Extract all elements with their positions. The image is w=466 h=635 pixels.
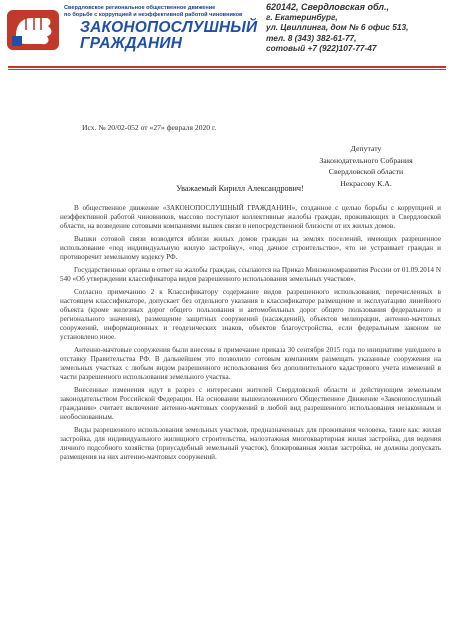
greeting: Уважаемый Кирилл Александрович! [176,184,304,193]
brand-name [80,20,257,52]
header-divider [8,69,446,70]
letterhead [0,0,466,84]
address-line: сотовый +7 (922)107-77-47 [266,42,377,53]
brand-line: ЗАКОНОПОСЛУШНЫЙ [80,19,258,36]
body-paragraph: В общественное движение «ЗАКОНОПОСЛУШНЫЙ ГРАЖДАНИН», созданное с целью борьбы с коррупцией и неэффективной работой чиновников, массово поступают коллективные жалобы граждан, проживающих в Свердловской области, на возведение сотовыми компаниями вышек связи в непосредственной близости от их жилых домов. [60,204,441,231]
brand-line: ГРАЖДАНИН [80,35,183,52]
org-name-line: Свердловское региональное общественное движение [64,5,216,11]
addressee-line: Свердловской области [328,167,404,176]
body-paragraph: Государственные органы в ответ на жалобы граждан, ссылаются на Приказ Минэкономразвития России от 01.09.2014 N 540 «Об утверждении классификатора видов разрешенного использования земельных участков». [60,265,441,283]
addressee-line: Некрасову К.А. [340,178,392,188]
org-name-line: по борьбе с коррупцией и неэффективной работой чиновников [64,11,243,18]
address-line: тел. 8 (343) 382-61-77, [266,32,357,43]
addressee-block [276,143,456,189]
body-paragraph: Вышки сотовой связи возводятся вблизи жилых домов граждан на землях поселений, имеющих разрешенное использование «под индивидуальную жилую застройку», «под дачное строительство», что не устраивает граждан и противоречит земельному кодексу РФ. [60,234,441,262]
address-line: г. Екатеринбург, [266,12,338,23]
organization-full-name [64,5,244,18]
outgoing-reference: Исх. № 20/02-052 от «27» февраля 2020 г. [82,123,217,132]
body-paragraph: Антенно-мачтовые сооружения были внесены в примечание приказа 30 сентября 2015 года по инициативе ушедшего в отставку Правительства РФ. В дальнейшем это позволило сотовым компаниям размещать указанные сооружения на земельных участках с любым видом разрешенного использования без дополнительного кадастрового учета изменений в части разрешенного использования земельного участка. [60,345,441,381]
fist-logo-icon [6,6,60,54]
addressee-line: Депутату [350,144,382,153]
addressee-line: Законодательного Собрания [319,155,413,165]
body-paragraph: Внесенные изменения идут в разрез с интересами жителей Свердловской области и действующим земельным законодательством Российской Федерации. На основании вышеизложенного Общественное Движение «Законопослушный гражданин» считает включение антенно-мачтовых сооружений в любой вид разрешенного использования незаконным и необоснованным. [60,385,441,421]
header-divider [8,66,446,68]
body-paragraph: Согласно примечанию 2 к Классификатору содержание видов разрешенного использования, перечисленных в настоящем классификаторе, допускает без отдельного указания в классификаторе размещение и эксплуатацию линейного объекта (кроме железных дорог общего пользования и автомобильных дорог общего пользования федерального и регионального значения), размещение защитных сооружений (насаждений), объектов мелиорации, антенно-мачтовых сооружений, информационных и геодезических знаков, объектов благоустройства, если федеральным законом не установлено иное. [60,287,441,341]
letter-body [60,204,441,466]
contact-address [266,2,461,53]
body-paragraph: Виды разрешенного использования земельных участков, предназначенных для проживания человека, такие как: жилая застройка, для индивидуального жилищного строительства, малоэтажная многоквартирная жилая застройка, для ведения личного подсобного хозяйства (приусадебный земельный участок), блокированная жилая застройка, не должны допускать размещения на них антенно-мачтовых сооружений. [60,425,441,461]
address-line: ул. Цвиллинга, дом № 6 офис 513, [266,22,409,33]
address-line: 620142, Свердловская обл., [266,2,390,12]
